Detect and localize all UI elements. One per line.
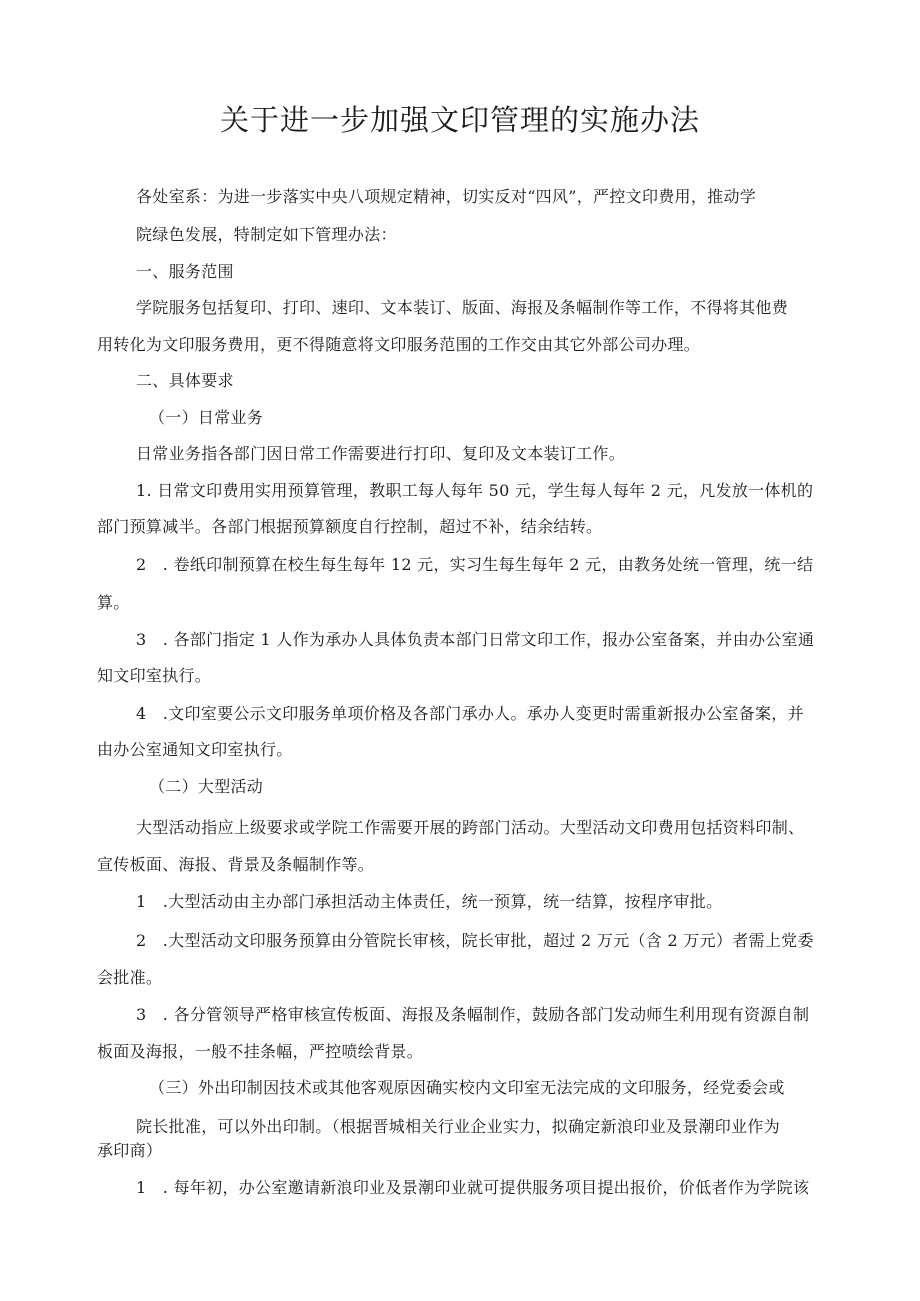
subsection2-item3-line-1: 3 . 各分管领导严格审核宣传板面、海报及条幅制作，鼓励各部门发动师生利用现有资源自制 xyxy=(136,1005,810,1024)
subsection3-line-3: 承印商） xyxy=(97,1141,163,1160)
section2-heading: 二、具体要求 xyxy=(136,371,234,390)
subsection2-item2-line-1: 2 .大型活动文印服务预算由分管院长审核，院长审批，超过 2 万元（含 2 万元）者需上党委 xyxy=(136,931,814,950)
subsection2-heading: （二）大型活动 xyxy=(149,777,264,796)
subsection2-intro-line-2: 宣传板面、海报、背景及条幅制作等。 xyxy=(97,855,375,874)
subsection1-intro: 日常业务指各部门因日常工作需要进行打印、复印及文本装订工作。 xyxy=(136,444,626,463)
subsection2-item1: 1 .大型活动由主办部门承担活动主体责任，统一预算，统一结算，按程序审批。 xyxy=(136,892,723,911)
section1-paragraph-line-2: 用转化为文印服务费用，更不得随意将文印服务范围的工作交由其它外部公司办理。 xyxy=(97,335,701,354)
subsection3-line-2: 院长批准，可以外出印制。（根据晋城相关行业企业实力，拟确定新浪印业及景潮印业作为 xyxy=(136,1117,781,1136)
subsection1-item1-line-1: 1. 日常文印费用实用预算管理，教职工每人每年 50 元，学生每人每年 2 元，凡发放一体机的 xyxy=(136,481,814,500)
subsection3-line-1: （三）外出印制因技术或其他客观原因确实校内文印室无法完成的文印服务，经党委会或 xyxy=(149,1078,785,1097)
subsection1-item4-line-1: 4 .文印室要公示文印服务单项价格及各部门承办人。承办人变更时需重新报办公室备案，并 xyxy=(136,704,804,723)
subsection1-item3-line-1: 3 . 各部门指定 1 人作为承办人具体负责本部门日常文印工作，报办公室备案，并由办公室通 xyxy=(136,630,815,649)
section1-paragraph-line-1: 学院服务包括复印、打印、速印、文本装订、版面、海报及条幅制作等工作，不得将其他费 xyxy=(136,298,789,317)
subsection1-item3-line-2: 知文印室执行。 xyxy=(97,666,212,685)
subsection1-item1-line-2: 部门预算减半。各部门根据预算额度自行控制，超过不补，结余结转。 xyxy=(97,517,603,536)
subsection3-item1-line-1: 1 . 每年初，办公室邀请新浪印业及景潮印业就可提供服务项目提出报价，价低者作为学院该 xyxy=(136,1178,810,1197)
subsection1-heading: （一）日常业务 xyxy=(149,408,264,427)
subsection2-intro-line-1: 大型活动指应上级要求或学院工作需要开展的跨部门活动。大型活动文印费用包括资料印制、 xyxy=(136,818,805,837)
subsection2-item2-line-2: 会批准。 xyxy=(97,968,163,987)
subsection1-item2-line-1: 2 . 卷纸印制预算在校生每生每年 12 元，实习生每生每年 2 元，由教务处统一管理，统一结 xyxy=(136,555,814,574)
document-title: 关于进一步加强文印管理的实施办法 xyxy=(219,103,700,137)
intro-line-2: 院绿色发展，特制定如下管理办法： xyxy=(136,225,397,244)
subsection1-item2-line-2: 算。 xyxy=(97,593,130,612)
subsection2-item3-line-2: 板面及海报，一般不挂条幅，严控喷绘背景。 xyxy=(97,1042,424,1061)
intro-line-1: 各处室系：为进一步落实中央八项规定精神，切实反对“四风”，严控文印费用，推动学 xyxy=(136,187,757,206)
subsection1-item4-line-2: 由办公室通知文印室执行。 xyxy=(97,740,293,759)
section1-heading: 一、服务范围 xyxy=(136,262,234,281)
